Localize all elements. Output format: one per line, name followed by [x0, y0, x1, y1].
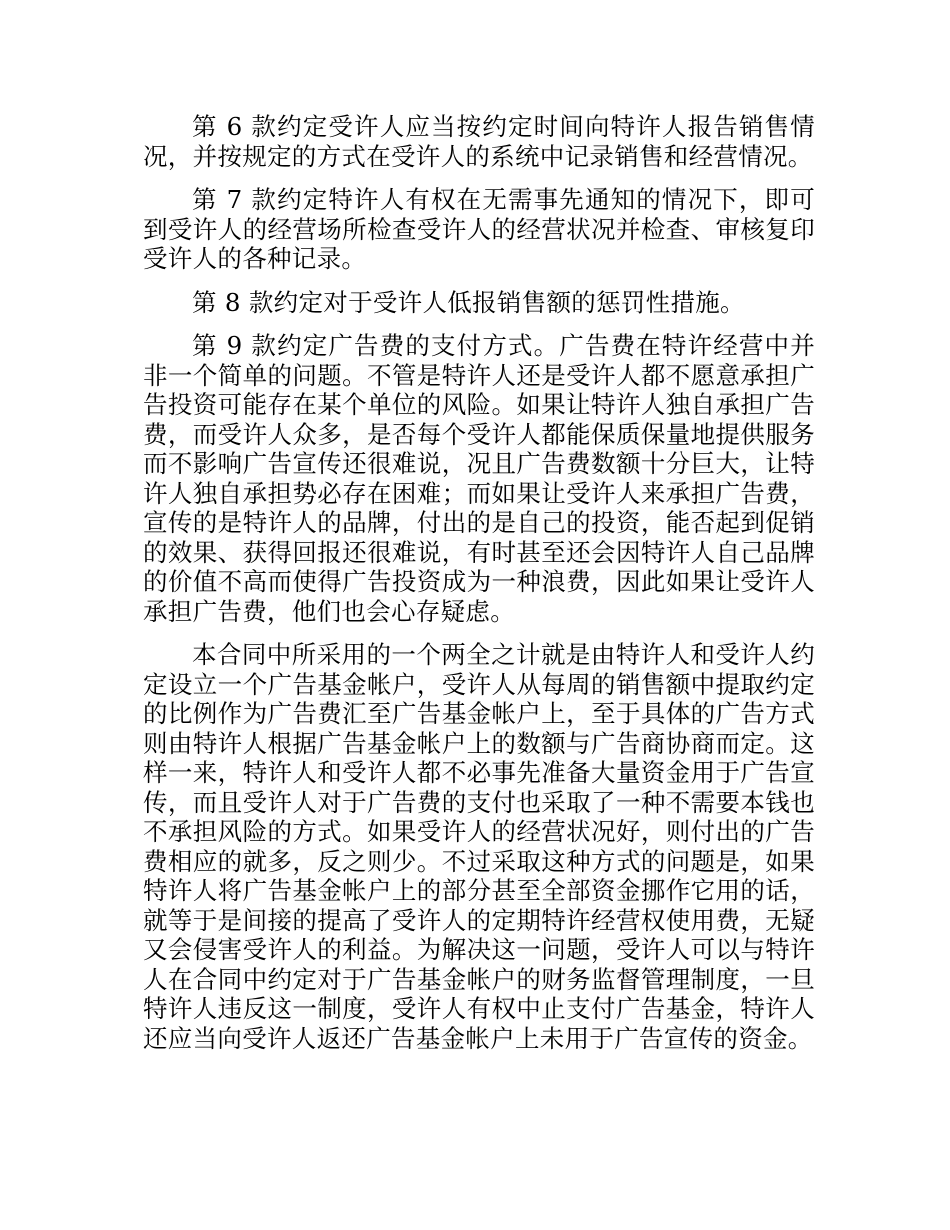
paragraph-advertising-fund: 本合同中所采用的一个两全之计就是由特许人和受许人约定设立一个广告基金帐户，受许人从每周的销售额中提取约定的比例作为广告费汇至广告基金帐户上，至于具体的广告方式则由特许人根据广告基金帐户上的数额与广告商协商而定。这样一来，特许人和受许人都不必事先准备大量资金用于广告宣传，而且受许人对于广告费的支付也采取了一种不需要本钱也不承担风险的方式。如果受许人的经营状况好，则付出的广告费相应的就多，反之则少。不过采取这种方式的问题是，如果特许人将广告基金帐户上的部分甚至全部资金挪作它用的话，就等于是间接的提高了受许人的定期特许经营权使用费，无疑又会侵害受许人的利益。为解决这一问题，受许人可以与特许人在合同中约定对于广告基金帐户的财务监督管理制度，一旦特许人违反这一制度，受许人有权中止支付广告基金，特许人还应当向受许人返还广告基金帐户上未用于广告宣传的资金。 [143, 640, 815, 1053]
paragraph-clause-6: 第 6 款约定受许人应当按约定时间向特许人报告销售情况，并按规定的方式在受许人的系统中记录销售和经营情况。 [143, 112, 815, 171]
paragraph-clause-8: 第 8 款约定对于受许人低报销售额的惩罚性措施。 [192, 287, 745, 317]
paragraph-clause-9: 第 9 款约定广告费的支付方式。广告费在特许经营中并非一个简单的问题。不管是特许人还是受许人都不愿意承担广告投资可能存在某个单位的风险。如果让特许人独自承担广告费，而受许人众多，是否每个受许人都能保质保量地提供服务而不影响广告宣传还很难说，况且广告费数额十分巨大，让特许人独自承担势必存在困难；而如果让受许人来承担广告费，宣传的是特许人的品牌，付出的是自己的投资，能否起到促销的效果、获得回报还很难说，有时甚至还会因特许人自己品牌的价值不高而使得广告投资成为一种浪费，因此如果让受许人承担广告费，他们也会心存疑虑。 [143, 331, 815, 626]
paragraph-clause-7: 第 7 款约定特许人有权在无需事先通知的情况下，即可到受许人的经营场所检查受许人的经营状况并检查、审核复印受许人的各种记录。 [143, 185, 815, 273]
document-page [143, 112, 815, 1067]
